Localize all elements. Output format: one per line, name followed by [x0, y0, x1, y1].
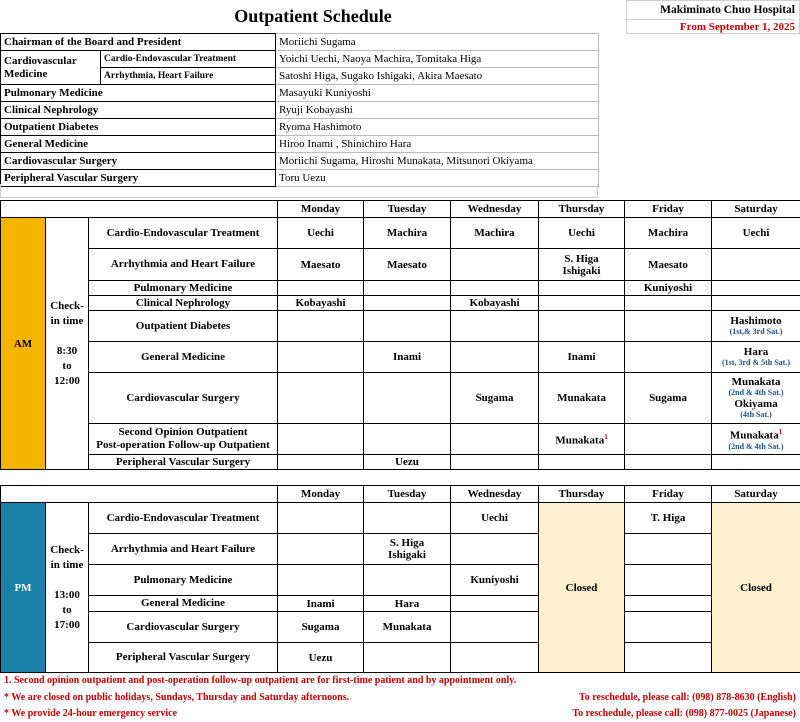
empty-cell [625, 455, 712, 470]
day-thursday: Thursday [539, 486, 625, 503]
schedule-note: (2nd & 4th Sat.) [728, 388, 784, 397]
doctor-cell: Maesato [625, 249, 712, 281]
dept-label: Cardiovascular Surgery [89, 612, 278, 643]
empty-cell [451, 424, 539, 455]
day-wednesday: Wednesday [451, 201, 539, 218]
am-label: AM [1, 218, 46, 470]
doctor-cell: Sugama [451, 373, 539, 424]
directory-row [1, 51, 599, 68]
schedule-note: (1st, 3rd & 5th Sat.) [722, 358, 791, 367]
schedule-row [1, 455, 800, 470]
empty-cell [625, 643, 712, 673]
category-label: General Medicine [1, 136, 276, 153]
doctor-cell: Inami [364, 342, 451, 373]
doctor-cell: Uezu [278, 643, 364, 673]
dept-label: General Medicine [89, 342, 278, 373]
doctor-names: Satoshi Higa, Sugako Ishigaki, Akira Maesato [276, 68, 599, 85]
dept-label: Cardio-Endovascular Treatment [89, 503, 278, 534]
doctor-cell: Maesato [364, 249, 451, 281]
doctor-name: Hashimoto [730, 315, 782, 327]
schedule-row [1, 596, 800, 612]
empty-cell [364, 311, 451, 342]
schedule-row [1, 534, 800, 565]
subcategory-label: Cardio-Endovascular Treatment [101, 51, 276, 68]
day-header-row [1, 486, 800, 503]
empty-cell [712, 296, 800, 311]
doctor-name: S. Higa [389, 537, 425, 549]
day-friday: Friday [625, 486, 712, 503]
saturday-closed: Closed [712, 503, 800, 673]
dept-label: Peripheral Vascular Surgery [89, 455, 278, 470]
dept-label [89, 424, 278, 455]
empty-cell [539, 281, 625, 296]
dept-label: Peripheral Vascular Surgery [89, 643, 278, 673]
empty-cell [278, 342, 364, 373]
empty-cell [625, 296, 712, 311]
closed-note: * We are closed on public holidays, Sundays, Thursday and Saturday afternoons. [4, 692, 350, 703]
category-label: Clinical Nephrology [1, 102, 276, 119]
checkin-until: 12:00 [54, 374, 80, 387]
category-label: Cardiovascular Surgery [1, 153, 276, 170]
schedule-row [1, 311, 800, 342]
doctor-cell: Sugama [278, 612, 364, 643]
empty-cell [364, 643, 451, 673]
schedule-note: (2nd & 4th Sat.) [728, 441, 784, 451]
doctor-name: Munakata [731, 376, 781, 388]
hospital-box [626, 0, 800, 34]
day-header-row [1, 201, 800, 218]
empty-cell [539, 455, 625, 470]
schedule-row [1, 424, 800, 455]
empty-cell [625, 424, 712, 455]
doctor-name: Ishigaki [388, 549, 426, 561]
pm-schedule [0, 485, 800, 673]
empty-cell [539, 311, 625, 342]
schedule-row [1, 296, 800, 311]
doctor-cell: Munakata [539, 373, 625, 424]
footnote-marker: 1 [778, 428, 783, 437]
empty-cell [625, 342, 712, 373]
dept-label: Arrhythmia and Heart Failure [89, 534, 278, 565]
empty-cell [625, 534, 712, 565]
empty-cell [451, 311, 539, 342]
empty-cell [278, 455, 364, 470]
directory-spacer [0, 184, 598, 198]
empty-cell [278, 311, 364, 342]
directory-row [1, 119, 599, 136]
doctor-cell [364, 534, 451, 565]
empty-cell [451, 612, 539, 643]
phone-english: To reschedule, please call: (098) 878-8630 (English) [579, 692, 796, 703]
page-title: Outpatient Schedule [234, 6, 392, 26]
doctor-cell: Uezu [364, 455, 451, 470]
doctor-names: Toru Uezu [276, 170, 599, 187]
doctor-cell: Kobayashi [278, 296, 364, 311]
doctor-directory [0, 33, 599, 187]
empty-cell [712, 281, 800, 296]
empty-cell [451, 342, 539, 373]
category-label: Outpatient Diabetes [1, 119, 276, 136]
checkin-label: Check-in time [50, 543, 84, 571]
am-checkin-time [46, 218, 89, 470]
checkin-to-word: to [62, 359, 72, 372]
day-saturday: Saturday [712, 201, 800, 218]
doctor-cell: Hara [364, 596, 451, 612]
doctor-cell [712, 342, 800, 373]
doctor-cell [539, 424, 625, 455]
directory-row [1, 85, 599, 102]
schedule-row [1, 503, 800, 534]
doctor-names: Moriichi Sugama, Hiroshi Munakata, Mitsunori Okiyama [276, 153, 599, 170]
doctor-cell: Machira [364, 218, 451, 249]
empty-cell [451, 455, 539, 470]
footnote-1: 1. Second opinion outpatient and post-operation follow-up outpatient are for first-time patient and by appointment only. [4, 675, 517, 686]
checkin-until: 17:00 [54, 618, 80, 631]
category-label: Peripheral Vascular Surgery [1, 170, 276, 187]
header-blank [1, 486, 278, 503]
empty-cell [364, 503, 451, 534]
schedule-row [1, 565, 800, 596]
dept-label: Cardio-Endovascular Treatment [89, 218, 278, 249]
doctor-names: Yoichi Uechi, Naoya Machira, Tomitaka Higa [276, 51, 599, 68]
empty-cell [451, 596, 539, 612]
day-saturday: Saturday [712, 486, 800, 503]
dept-line: Second Opinion Outpatient [118, 426, 248, 438]
empty-cell [712, 455, 800, 470]
doctor-cell [712, 311, 800, 342]
empty-cell [451, 249, 539, 281]
day-thursday: Thursday [539, 201, 625, 218]
doctor-cell: Munakata [364, 612, 451, 643]
dept-label: General Medicine [89, 596, 278, 612]
empty-cell [625, 311, 712, 342]
empty-cell [278, 565, 364, 596]
empty-cell [451, 643, 539, 673]
empty-cell [625, 565, 712, 596]
dept-label: Clinical Nephrology [89, 296, 278, 311]
schedule-row [1, 373, 800, 424]
dept-label: Arrhythmia and Heart Failure [89, 249, 278, 281]
doctor-names: Moriichi Sugama [276, 34, 599, 51]
directory-row [1, 136, 599, 153]
dept-label: Pulmonary Medicine [89, 281, 278, 296]
directory-row [1, 102, 599, 119]
doctor-cell: Sugama [625, 373, 712, 424]
dept-line: Post-operation Follow-up Outpatient [96, 439, 270, 451]
day-monday: Monday [278, 201, 364, 218]
dept-label: Outpatient Diabetes [89, 311, 278, 342]
dept-label: Pulmonary Medicine [89, 565, 278, 596]
day-wednesday: Wednesday [451, 486, 539, 503]
directory-row [1, 34, 599, 51]
doctor-cell [539, 249, 625, 281]
schedule-row [1, 612, 800, 643]
subcategory-label: Arrhythmia, Heart Failure [101, 68, 276, 85]
schedule-note: (4th Sat.) [740, 410, 772, 419]
schedule-row [1, 342, 800, 373]
doctor-name: Hara [743, 346, 769, 358]
header-blank [1, 201, 278, 218]
doctor-cell [712, 373, 800, 424]
empty-cell [364, 373, 451, 424]
doctor-cell: Uechi [451, 503, 539, 534]
doctor-names: Masayuki Kuniyoshi [276, 85, 599, 102]
doctor-cell: Machira [625, 218, 712, 249]
doctor-name: Okiyama [734, 398, 778, 410]
empty-cell [364, 296, 451, 311]
doctor-cell: Uechi [712, 218, 800, 249]
effective-date: From September 1, 2025 [625, 19, 795, 33]
schedule-row [1, 218, 800, 249]
schedule-row [1, 281, 800, 296]
checkin-label: Check-in time [50, 299, 84, 327]
category-label: Chairman of the Board and President [1, 34, 276, 51]
pm-checkin-time [46, 503, 89, 673]
empty-cell [625, 612, 712, 643]
day-friday: Friday [625, 201, 712, 218]
empty-cell [625, 596, 712, 612]
hospital-name: Makiminato Chuo Hospital [660, 4, 795, 16]
empty-cell [364, 281, 451, 296]
doctor-cell: Maesato [278, 249, 364, 281]
empty-cell [278, 503, 364, 534]
schedule-note: (1st,& 3rd Sat.) [729, 327, 783, 336]
category-label: Pulmonary Medicine [1, 85, 276, 102]
schedule-row [1, 249, 800, 281]
empty-cell [278, 281, 364, 296]
doctor-cell: Inami [539, 342, 625, 373]
doctor-cell: T. Higa [625, 503, 712, 534]
doctor-name: Ishigaki [562, 264, 601, 277]
category-label: Cardiovascular Medicine [1, 51, 101, 85]
empty-cell [451, 534, 539, 565]
am-schedule [0, 200, 800, 470]
doctor-names: Ryuji Kobayashi [276, 102, 599, 119]
doctor-cell: Kuniyoshi [451, 565, 539, 596]
dept-label: Cardiovascular Surgery [89, 373, 278, 424]
empty-cell [278, 373, 364, 424]
checkin-from: 8:30 [56, 344, 78, 357]
empty-cell [278, 424, 364, 455]
empty-cell [451, 281, 539, 296]
phone-japanese: To reschedule, please call: (098) 877-0025 (Japanese) [572, 708, 796, 719]
doctor-cell: Uechi [539, 218, 625, 249]
doctor-cell: Uechi [278, 218, 364, 249]
doctor-cell: Inami [278, 596, 364, 612]
checkin-from: 13:00 [54, 588, 80, 601]
pm-label: PM [1, 503, 46, 673]
day-monday: Monday [278, 486, 364, 503]
doctor-cell: Kobayashi [451, 296, 539, 311]
thursday-closed: Closed [539, 503, 625, 673]
empty-cell [364, 565, 451, 596]
doctor-cell [712, 424, 800, 455]
doctor-name: Munakata [555, 434, 605, 447]
directory-row [1, 153, 599, 170]
day-tuesday: Tuesday [364, 486, 451, 503]
schedule-row [1, 643, 800, 673]
empty-cell [539, 296, 625, 311]
empty-cell [278, 534, 364, 565]
footnote-marker: 1 [604, 433, 608, 442]
empty-cell [712, 249, 800, 281]
day-tuesday: Tuesday [364, 201, 451, 218]
doctor-name: Munakata [729, 429, 779, 442]
doctor-names: Ryoma Hashimoto [276, 119, 599, 136]
doctor-cell: Machira [451, 218, 539, 249]
doctor-cell: Kuniyoshi [625, 281, 712, 296]
empty-cell [364, 424, 451, 455]
emergency-note: * We provide 24-hour emergency service [4, 708, 178, 719]
checkin-to-word: to [62, 603, 72, 616]
doctor-name: S. Higa [564, 252, 599, 265]
doctor-names: Hiroo Inami , Shinichiro Hara [276, 136, 599, 153]
